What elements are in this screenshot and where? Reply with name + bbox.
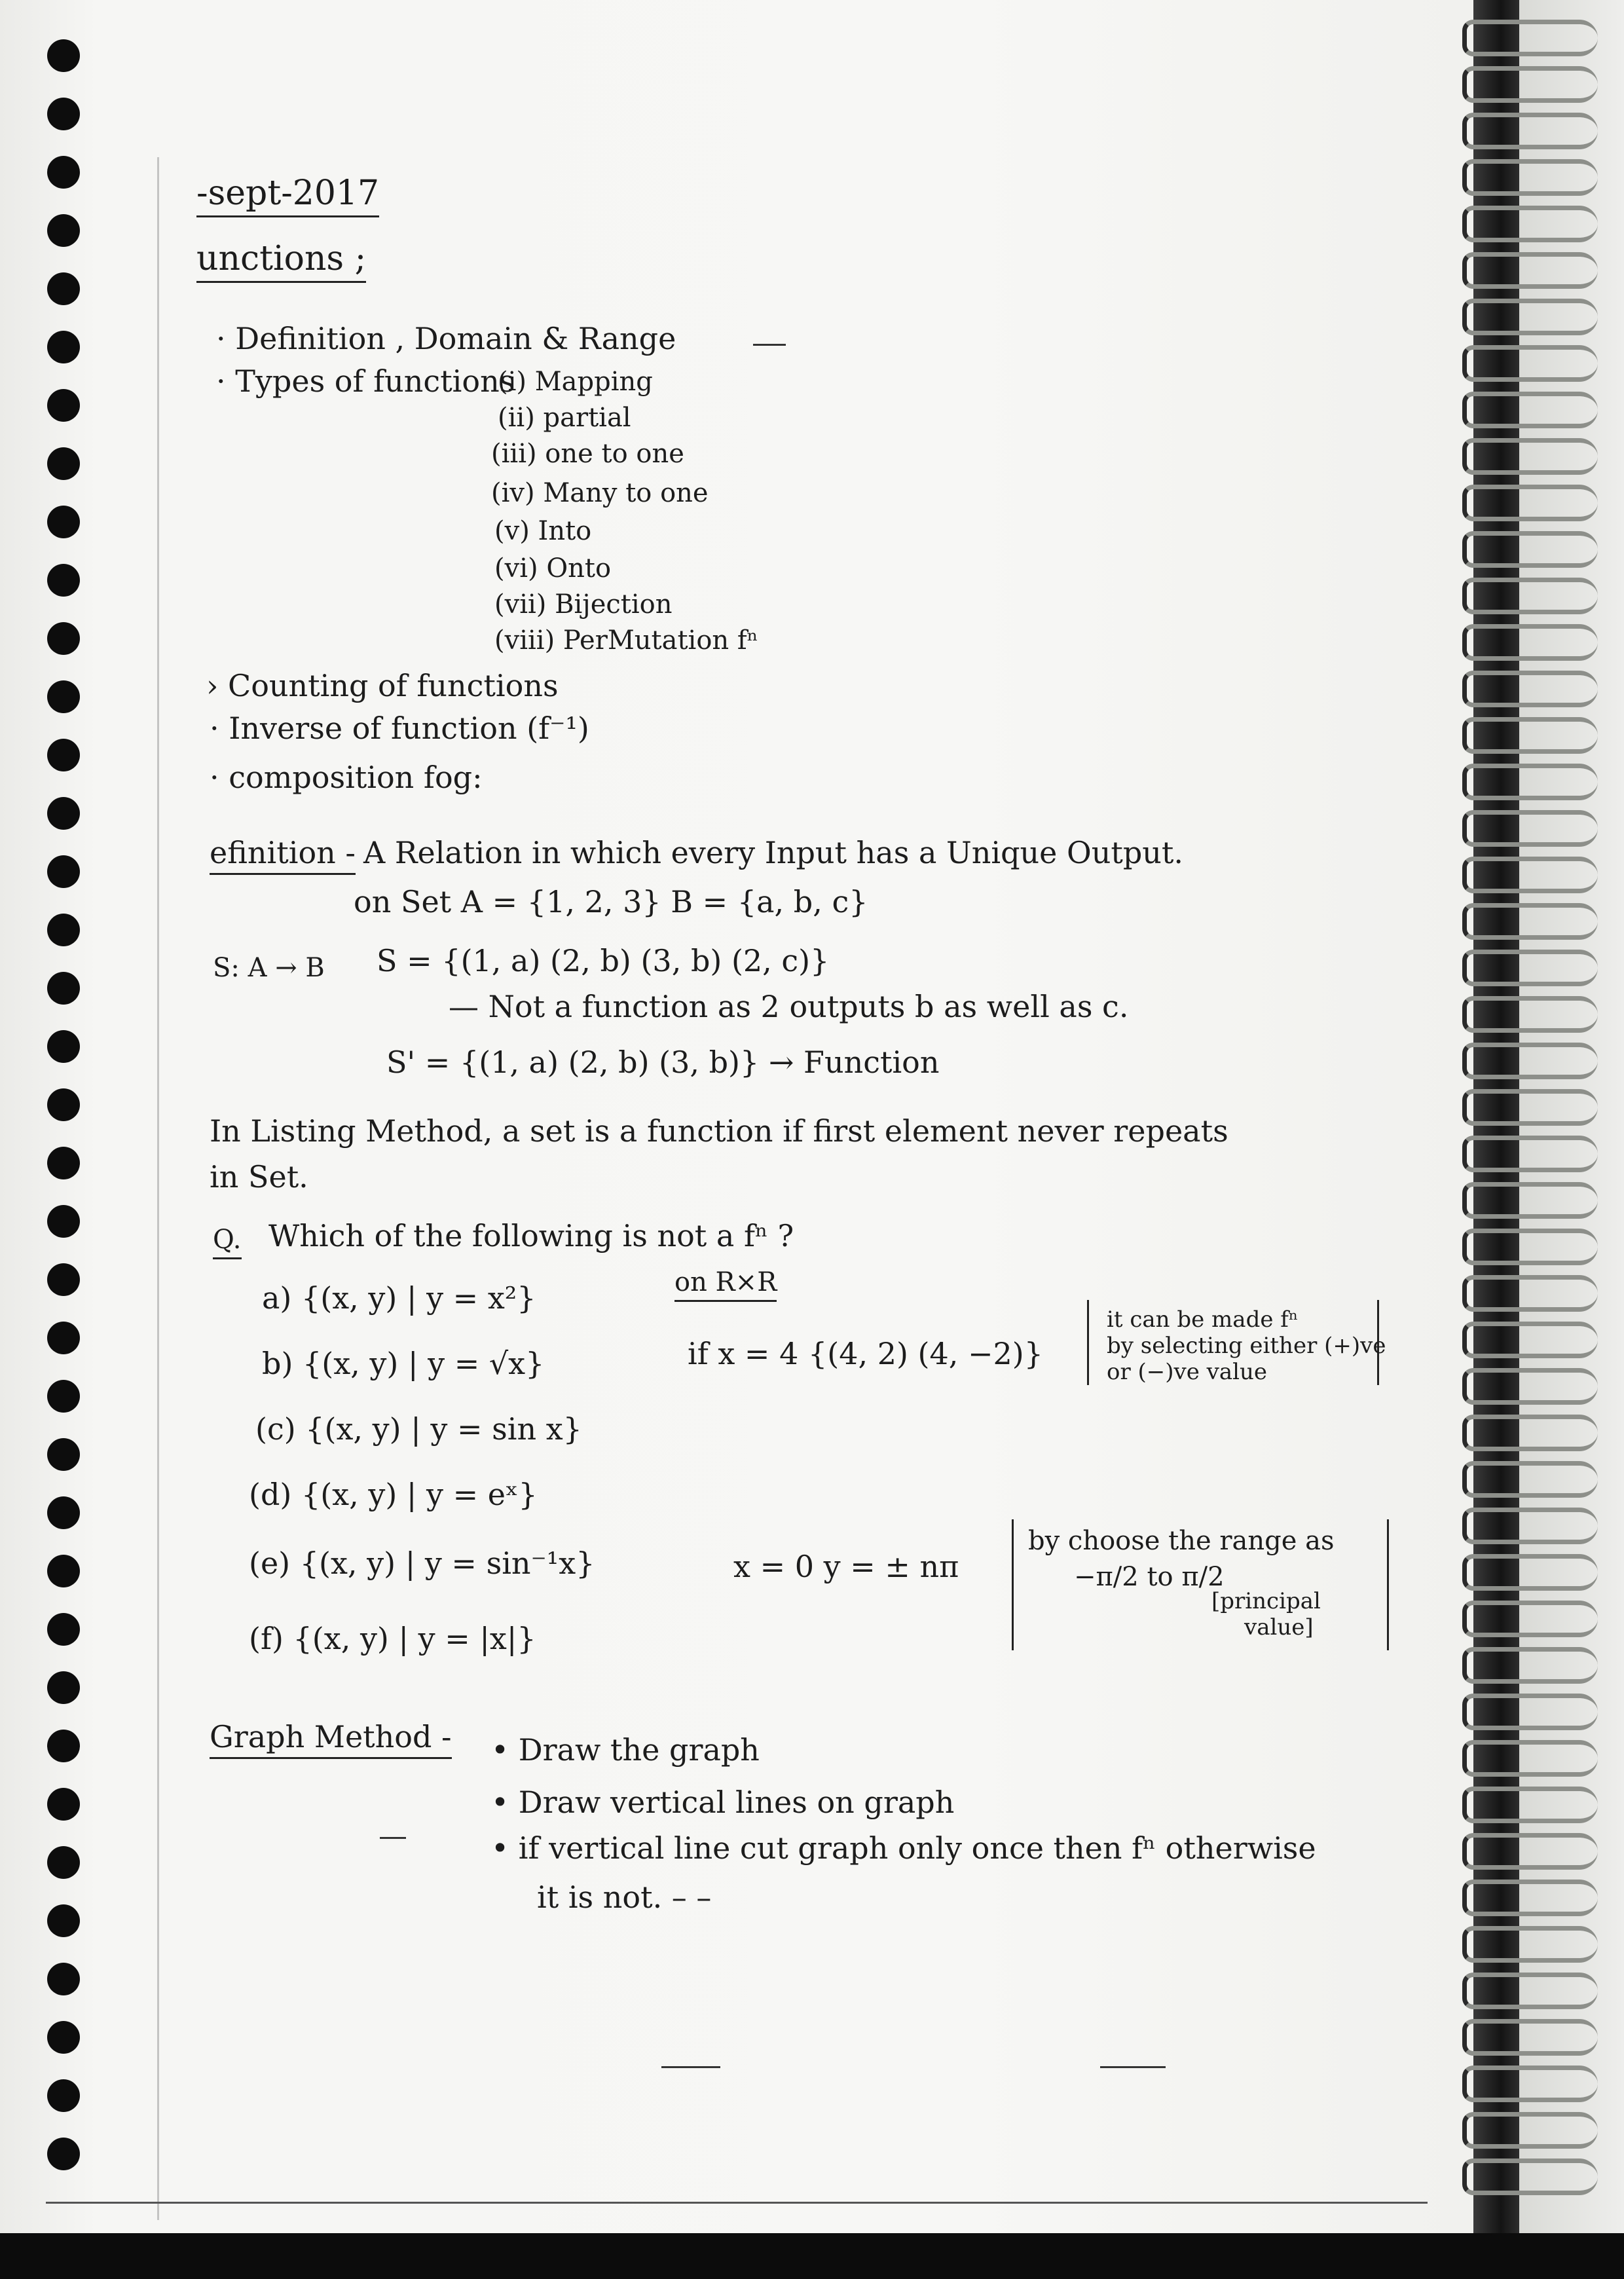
spiral-ring: [1462, 1368, 1598, 1405]
punch-hole: [47, 914, 80, 946]
punch-hole: [47, 622, 80, 655]
punch-hole: [47, 797, 80, 830]
note-e-box-line-2: −π/2 to π/2: [1074, 1562, 1225, 1592]
spiral-ring: [1462, 66, 1598, 103]
spiral-ring: [1462, 1182, 1598, 1219]
stray-dash: [661, 2066, 720, 2068]
listing-line-1: In Listing Method, a set is a function if first element never repeats: [210, 1113, 1228, 1149]
punch-hole: [47, 564, 80, 597]
spiral-ring: [1462, 2019, 1598, 2056]
punch-hole: [47, 1671, 80, 1704]
punch-hole: [47, 680, 80, 713]
graph-method-label: Graph Method -: [210, 1719, 452, 1759]
note-b-box-line-3: or (−)ve value: [1107, 1359, 1268, 1385]
scan-bottom-edge: [0, 2233, 1624, 2279]
punch-hole: [47, 1555, 80, 1587]
outline-counting: › Counting of functions: [206, 668, 559, 703]
spiral-ring: [1462, 1461, 1598, 1498]
punch-hole: [47, 1322, 80, 1354]
type-bijection: (vii) Bijection: [494, 589, 673, 620]
spiral-ring: [1462, 1322, 1598, 1358]
punch-hole: [47, 1147, 80, 1179]
spiral-ring: [1462, 810, 1598, 847]
spiral-ring: [1462, 2066, 1598, 2102]
note-e-box-line-3: [principal: [1211, 1588, 1321, 1614]
spiral-ring: [1462, 2159, 1598, 2195]
spiral-ring: [1462, 717, 1598, 754]
punch-hole: [47, 1030, 80, 1063]
question-prompt: Which of the following is not a fⁿ ?: [268, 1218, 794, 1253]
question-domain-note: on R×R: [674, 1267, 777, 1302]
option-c: (c) {(x, y) | y = sin x}: [255, 1411, 582, 1447]
spiral-ring: [1462, 624, 1598, 661]
spiral-ring: [1462, 1973, 1598, 2009]
graph-point-3: • if vertical line cut graph only once then fⁿ otherwise: [491, 1830, 1316, 1866]
spiral-ring: [1462, 159, 1598, 196]
spiral-ring: [1462, 392, 1598, 428]
note-e-box-line-4: value]: [1244, 1614, 1314, 1640]
definition-s-example: S = {(1, a) (2, b) (3, b) (2, c)}: [377, 943, 830, 978]
spiral-ring: [1462, 345, 1598, 382]
punch-hole: [47, 506, 80, 538]
definition-sets: on Set A = {1, 2, 3} B = {a, b, c}: [354, 884, 868, 919]
spiral-ring: [1462, 903, 1598, 940]
punch-hole: [47, 272, 80, 305]
punch-hole: [47, 2021, 80, 2054]
spiral-ring: [1462, 578, 1598, 614]
spiral-binding: [1414, 0, 1624, 2279]
punch-hole: [47, 1263, 80, 1296]
option-b: b) {(x, y) | y = √x}: [262, 1346, 545, 1381]
spiral-ring: [1462, 996, 1598, 1033]
type-onto: (vi) Onto: [494, 553, 612, 584]
spiral-ring: [1462, 1043, 1598, 1079]
spiral-ring: [1462, 1647, 1598, 1684]
spiral-ring: [1462, 764, 1598, 800]
outline-item-definition: · Definition , Domain & Range: [216, 321, 676, 356]
outline-item-types: · Types of functions: [216, 363, 515, 399]
type-mapping: (i) Mapping: [498, 367, 653, 397]
spiral-ring: [1462, 950, 1598, 986]
note-b-box-line-1: it can be made fⁿ: [1107, 1306, 1299, 1333]
punch-hole: [47, 1088, 80, 1121]
punch-hole: [47, 2138, 80, 2170]
outline-inverse: · Inverse of function (f⁻¹): [210, 711, 589, 746]
definition-text: A Relation in which every Input has a Unique Output.: [363, 835, 1184, 870]
note-e: x = 0 y = ± nπ: [733, 1549, 959, 1584]
punch-hole: [47, 39, 80, 72]
punch-hole: [47, 739, 80, 771]
punch-hole: [47, 98, 80, 130]
spiral-ring: [1462, 671, 1598, 707]
graph-point-2: • Draw vertical lines on graph: [491, 1785, 955, 1820]
spiral-ring: [1462, 531, 1598, 568]
punch-hole: [47, 1788, 80, 1821]
page-bottom-line: [46, 2202, 1428, 2204]
punch-hole: [47, 1730, 80, 1762]
punch-hole: [47, 156, 80, 189]
note-e-box-line-1: by choose the range as: [1028, 1526, 1335, 1556]
graph-point-1: • Draw the graph: [491, 1732, 760, 1768]
punch-hole: [47, 1438, 80, 1471]
punch-hole: [47, 1613, 80, 1646]
type-one-to-one: (iii) one to one: [491, 439, 684, 469]
type-many-to-one: (iv) Many to one: [491, 478, 709, 508]
punch-hole: [47, 1496, 80, 1529]
type-partial: (ii) partial: [498, 403, 631, 433]
graph-point-last: it is not. – –: [537, 1880, 712, 1915]
definition-not-function: — Not a function as 2 outputs b as well as c.: [449, 989, 1129, 1024]
type-into: (v) Into: [494, 516, 592, 546]
option-f: (f) {(x, y) | y = |x|}: [249, 1621, 536, 1656]
spiral-ring: [1462, 1415, 1598, 1451]
spiral-ring: [1462, 1508, 1598, 1544]
question-label: Q.: [213, 1225, 242, 1259]
outline-composition: · composition fog:: [210, 760, 483, 795]
spiral-ring: [1462, 485, 1598, 521]
spiral-ring: [1462, 1694, 1598, 1730]
stray-dash: [380, 1837, 406, 1839]
punch-hole: [47, 2079, 80, 2112]
punch-hole: [47, 855, 80, 888]
spiral-ring: [1462, 20, 1598, 56]
punch-hole: [47, 1205, 80, 1238]
spiral-ring: [1462, 1229, 1598, 1265]
definition-label: efinition -: [210, 835, 356, 875]
punch-hole: [47, 389, 80, 422]
spiral-ring: [1462, 1833, 1598, 1870]
spiral-ring: [1462, 1554, 1598, 1591]
spiral-ring: [1462, 1601, 1598, 1637]
spiral-ring: [1462, 252, 1598, 289]
option-a: a) {(x, y) | y = x²}: [262, 1280, 536, 1316]
punch-hole: [47, 1846, 80, 1879]
dash-mark: [753, 344, 786, 346]
definition-s-prime: S' = {(1, a) (2, b) (3, b)} → Function: [386, 1045, 940, 1080]
punch-hole: [47, 1380, 80, 1413]
spiral-ring: [1462, 1926, 1598, 1963]
punch-hole: [47, 214, 80, 247]
spiral-ring: [1462, 1089, 1598, 1126]
punched-holes: [39, 39, 92, 2227]
punch-hole: [47, 1904, 80, 1937]
note-b: if x = 4 {(4, 2) (4, −2)}: [688, 1336, 1044, 1371]
date-heading: -sept-2017: [196, 174, 379, 217]
punch-hole: [47, 447, 80, 480]
punch-hole: [47, 972, 80, 1005]
spiral-ring: [1462, 1275, 1598, 1312]
margin-line: [157, 157, 159, 2220]
stray-dash: [1100, 2066, 1166, 2068]
spiral-ring: [1462, 1880, 1598, 1916]
spiral-ring: [1462, 299, 1598, 335]
spiral-ring: [1462, 1136, 1598, 1172]
punch-hole: [47, 331, 80, 363]
spiral-ring: [1462, 438, 1598, 475]
spiral-ring: [1462, 2112, 1598, 2149]
spiral-ring: [1462, 206, 1598, 242]
topic-heading: unctions ;: [196, 239, 366, 283]
spiral-ring: [1462, 1740, 1598, 1777]
definition-mapping: S: A → B: [213, 953, 325, 983]
spiral-ring: [1462, 857, 1598, 893]
note-b-box-line-2: by selecting either (+)ve: [1107, 1333, 1386, 1359]
spiral-ring: [1462, 113, 1598, 149]
spiral-ring: [1462, 1787, 1598, 1823]
option-d: (d) {(x, y) | y = eˣ}: [249, 1477, 538, 1512]
listing-line-2: in Set.: [210, 1159, 308, 1195]
option-e: (e) {(x, y) | y = sin⁻¹x}: [249, 1546, 595, 1581]
type-permutation: (viii) PerMutation fⁿ: [494, 625, 758, 656]
punch-hole: [47, 1963, 80, 1995]
